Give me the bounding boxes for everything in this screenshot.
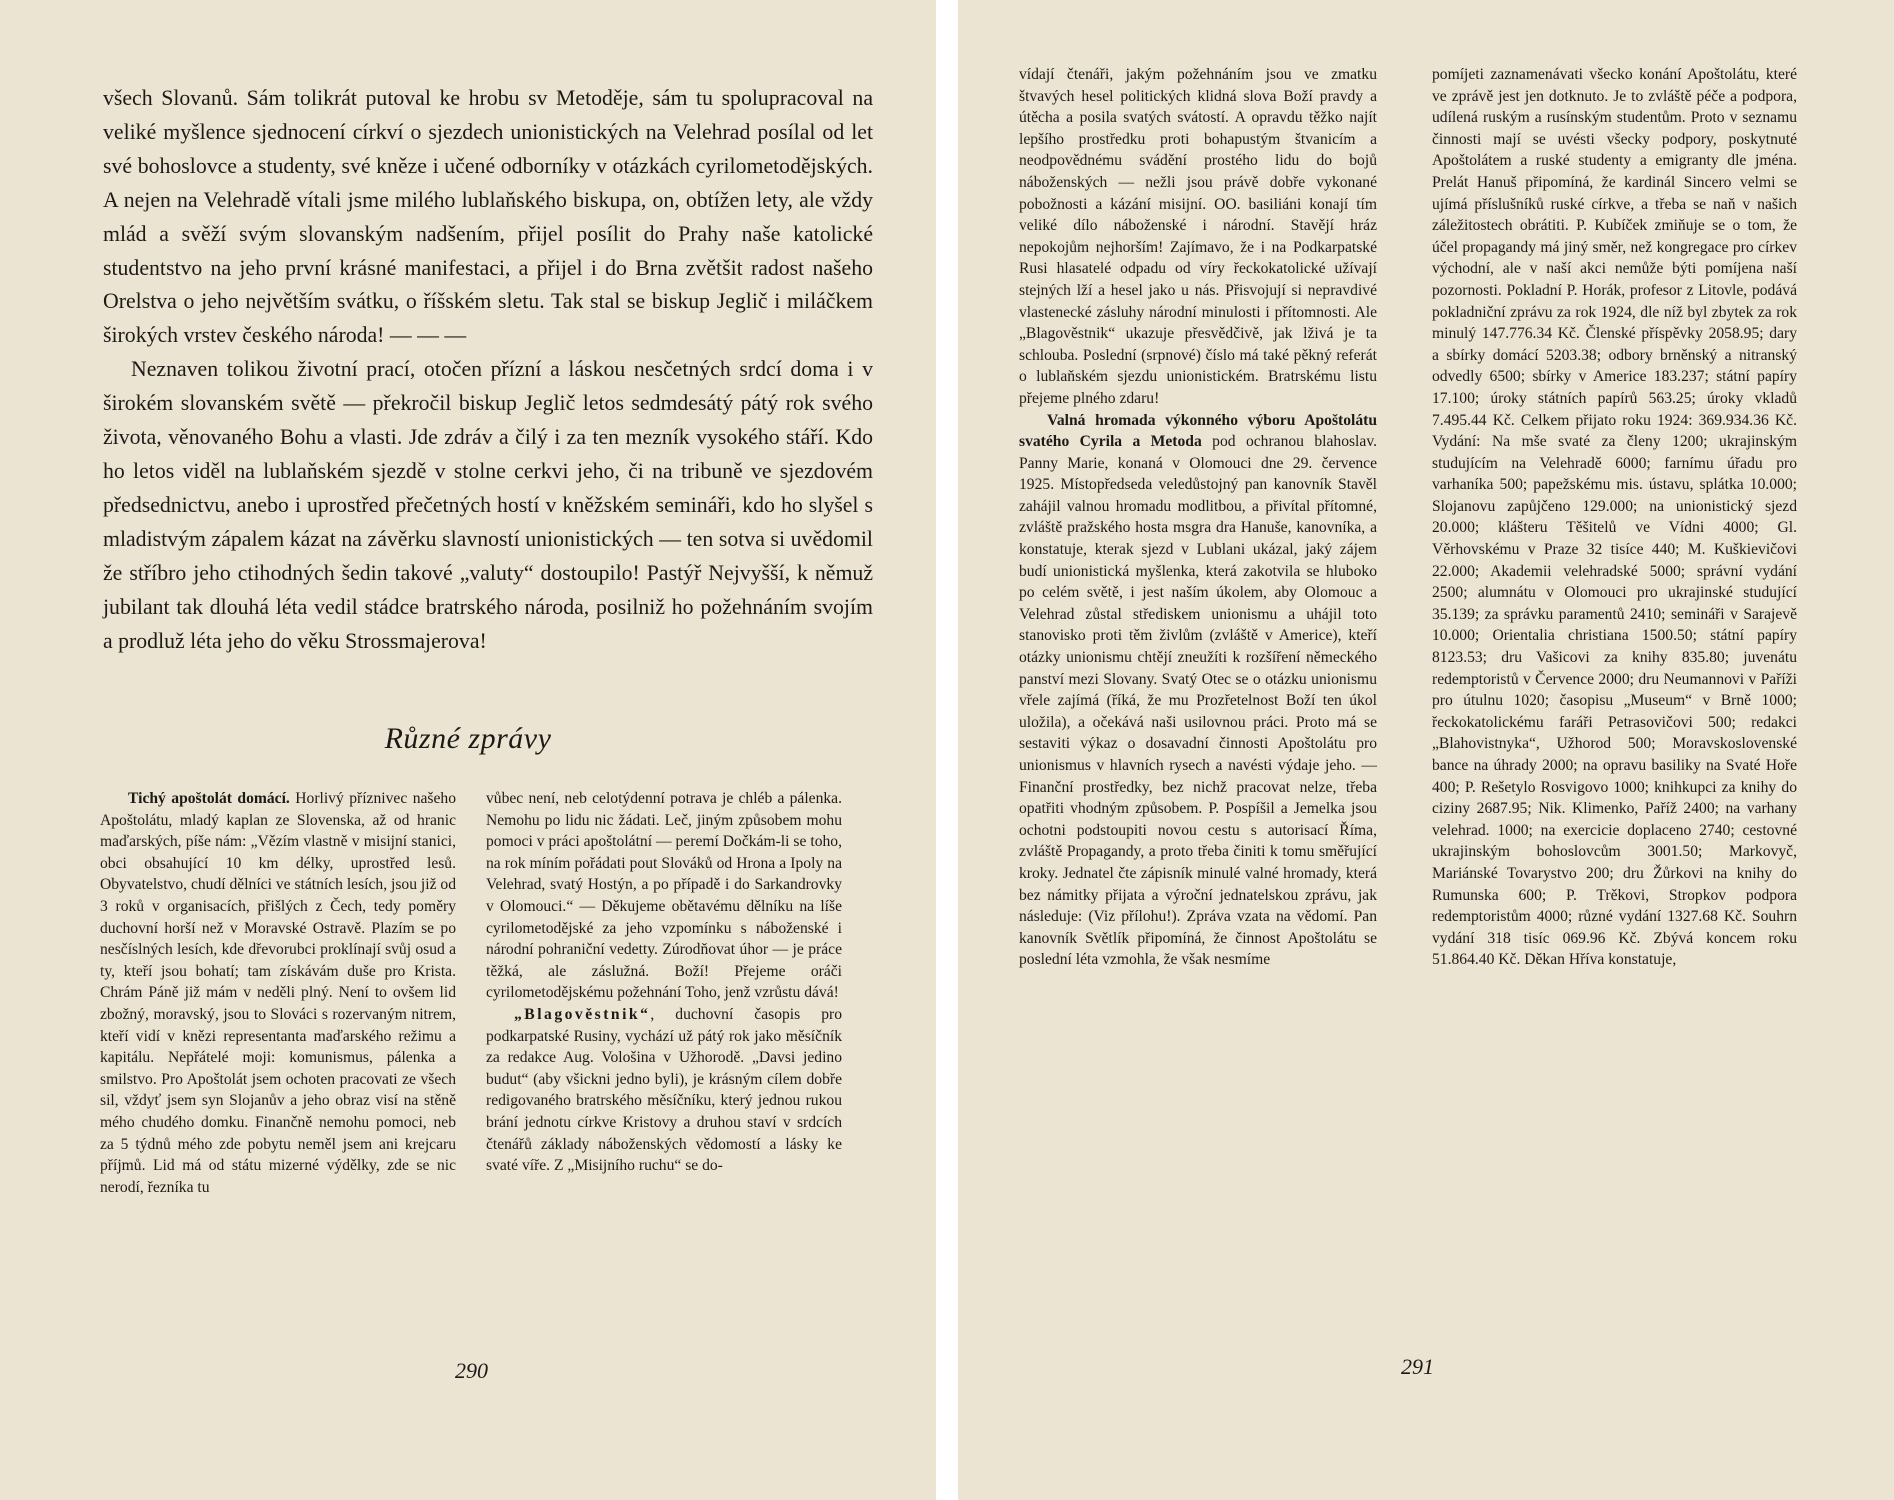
news-item-continuation: vůbec není, neb celotýdenní potrava je chléb a pálenka. Nemohu po lidu nic žádati. Leč, jiným způsobem mohu pomoci v práci apoštolátní — peremí Dočkám-li se toho, na rok míním pořádati pout Slováků od Hrona a Ipoly na Velehrad, svatý Hostýn, a po případě i do Sarkandrovky v Olomouci.“ — Děkujeme obětavému dělníku na líše cyrilometodějské za jeho vzpomínku s náboženské i národní pohraniční vedetty. Zúrodňovat úhor — je práce těžká, ale záslužná. Boží! Přejeme oráči cyrilometodějskému požehnání Toho, jenž vzrůstu dává! [486, 790, 842, 1002]
news-item-continuation: vídají čtenáři, jakým požehnáním jsou ve zmatku štvavých hesel politických klidná slova Boží pravdy a útěcha a posila svatých svátostí. A opravdu těžko najít lepšího prostředku proti bohapustým štvanicím a neodpovědnému svádění prostého lidu do bojů náboženských — nežli jsou právě dobře vykonané pobožnosti a kázání misijní. OO. basiliáni konají tím veliké dílo náboženské i národní. Stavějí hráz nepokojům nejhorším! Zajímavo, že i na Podkarpatské Rusi hlasatelé odpadu od víry řeckokatolické užívají stejných lží a hesel jako u nás. Přisvojují si nepravdivé vlastenecké zásluhy národní minulosti i přítomnosti. Ale „Blagověstnik“ ukazuje přesvědčivě, jak lživá je ta schlouba. Poslední (srpnové) číslo má také pěkný referát o lublaňském sjezdu unionistickém. Bratrskému listu přejeme plného zdaru! [1019, 66, 1377, 407]
news-item-lead: „Blagověstnik“ [514, 1005, 651, 1023]
right-column-1 [1019, 64, 1377, 971]
news-item-continuation: pomíjeti zaznamenávati všecko konání Apoštolátu, které ve zprávě jest jen dotknuto. Je to zvláště péče a podpora, udílená ruským a rusínským studentům. Proto v seznamu činnosti mají se uvésti všecky podpory, poskytnuté Apoštolátem a ruské studenty a emigranty dle jména. Prelát Hanuš připomíná, že kardinál Sincero velmi se ujímá příslušníků ruské církve, a třeba se naň v našich záležitostech obrátiti. P. Kubíček zmiňuje se o tom, že účel propagandy má jiný směr, než kongregace pro církev východní, ale v naší akci nemůže býti pomíjena naší pozornosti. Pokladní P. Horák, profesor z Litovle, podává pokladniční zprávu za rok 1924, dle níž byl zbytek za rok minulý 147.776.34 Kč. Členské příspěvky 2058.95; dary a sbírky domácí 5203.38; odbory brněnský a nitranský odvedly 6500; sbírky v Americe 183.237; státní papíry 17.100; úroky státních papírů 563.25; úroky vkladů 7.495.44 Kč. Celkem přijato roku 1924: 369.934.36 Kč. Vydání: Na mše svaté za členy 1200; ukrajinským studujícím na Velehradě 6000; farnímu úřadu pro varhaníka 500; papežskému mis. ústavu, splátka 10.000; Slojanovu zapůjčeno 129.000; na unionistický sjezd 20.000; klášteru Těšitelů ve Vídni 4000; Gl. Věrhovskému v Praze 32 tisíce 440; M. Kuškievičovi 22.000; Akademii velehradské 5000; správní vydání 2500; alumnátu v Olomouci pro ukrajinské studující 35.139; za správku paramentů 2410; semináři v Sarajevě 10.000; Orientalia christiana 1500.50; státní papíry 8123.53; dru Vašicovi za knihy 835.80; juvenátu redemptoristů v Července 2000; dru Neumannovi v Paříži pro útulnu 1020; časopisu „Museum“ v Brně 1000; řeckokatolickému faráři Petrasovičovi 500; redakci „Blahovistnyka“, Užhorod 500; Moravskoslovenské bance na úhrady 2000; na opravu basiliky na Svaté Hoře 400; P. Rešetylo Rosvigovo 1000; knihkupci za knihy do ciziny 2687.95; Nik. Klimenko, Paříž 2400; na varhany velehrad. 1000; na exercicie doplaceno 2740; cestovné ukrajinským bohoslovcům 3001.50; Markovyč, Mariánské Tovarystvo 200; dru Žůrkovi na knihy do Rumunska 600; P. Trěkovi, Stropkov podpora redemptoristům 4000; různé vydání 1327.68 Kč. Souhrn vydání 318 tisíc 069.96 Kč. Zbývá koncem roku 51.864.40 Kč. Děkan Hříva konstatuje, [1432, 66, 1797, 969]
news-item-tichy-apostolat [100, 788, 456, 1198]
news-item-text: pod ochranou blahoslav. Panny Marie, konaná v Olomouci dne 29. července 1925. Místopředseda veledůstojný pan kanovník Stavěl zahájil valnou hromadu modlitbou, a přivítal přítomné, zvláště pražského hosta msgra dra Hanuše, kanovníka, a konstatuje, kterak sjezd v Lublani ukázal, jaký zájem budí unionistická myšlenka, která zakotvila se hluboko po celém světě, i jest naším úkolem, aby Olomouc a Velehrad zůstal střediskem unionismu a uhájil toto stanovisko proti těm živlům (zvláště v Americe), kteří otázky unionismu chtějí zneužíti k rozšíření německého panství mezi Slovany. Svatý Otec se o otázku unionismu vřele zajímá (říká, že mu Prozřetelnost Boží ten úkol uložila), a očekává naši usilovnou práci. Proto má se sestaviti výkaz o dosavadní činnosti Apoštolátu pro unionismus v hlavních rysech a navésti výdaje jeho. — Finanční prostředky, bez nichž pracovat nelze, třeba opatřiti vhodným způsobem. P. Pospíšil a Jemelka jsou ochotni podstoupiti novou cestu s autorisací Říma, zvláště Propagandy, a proto třeba činiti k tomu směřující kroky. Jednatel čte zápisník minulé valné hromady, která bez námitky přijata a výroční jednatelskou zprávu, jak následuje: (Viz přílohu!). Zpráva vzata na vědomí. Pan kanovník Světlík připomíná, že činnost Apoštolátu se poslední léta vzmohla, že však nesmíme [1019, 433, 1377, 969]
news-item-blagovestnik [486, 1004, 842, 1177]
news-item-text: , duchovní časopis pro podkarpatské Rusiny, vychází už pátý rok jako měsíčník za redakce Aug. Vološina v Užhorodě. „Davsi jedino budut“ (aby všickni jedno byli), je krásným cílem dobře redigovaného bratrského měsíčníku, který jednou rukou brání jednotu církve Kristovy a druhou staví v srdcích čtenářů základy náboženských vědomostí a lásky ke svaté víře. Z „Misijního ruchu“ se do- [486, 1005, 842, 1175]
page-number-right: 291 [1401, 1354, 1434, 1379]
right-column-2 [1432, 64, 1797, 971]
intro-paragraph-2: Neznaven tolikou životní prací, otočen přízní a láskou nesčetných srdcí doma i v širokém slovanském světě — překročil biskup Jeglič letos sedmdesátý pátý rok svého života, věnovaného Bohu a vlasti. Jde zdráv a čilý i za ten mezník vysokého stáří. Kdo ho letos viděl na lublaňském sjezdě v stolne cerkvi jeho, či na tribuně ve sjezdovém předsednictvu, anebo i uprostřed přečetných hostí v kněžském semináři, kdo ho slyšel s mladistvým zápalem kázat na závěrku slavností unionistických — ten sotva si uvědomil že stříbro jeho ctihodných šedin takové „valuty“ dostoupilo! Pastýř Nejvyšší, k němuž jubilant tak dlouhá léta vedil stádce bratrského národa, posilniž ho požehnáním svojím a prodluž léta jeho do věku Strossmajerova! [103, 357, 873, 653]
intro-text [103, 82, 873, 658]
section-title: Různé zprávy [384, 722, 552, 755]
news-item-lead: Tichý apoštolát domácí. [128, 790, 290, 807]
news-item-text: Horlivý příznivec našeho Apoštolátu, mladý kaplan ze Slovenska, až od hranic maďarských, píše nám: „Vězím vlastně v misijní stanici, obci obsahující 10 km délky, uprostřed lesů. Obyvatelstvo, chudí dělníci ve státních lesích, jsou již od 3 roků v organisacích, přišlých z Čech, tedy poměry duchovní horší než v Moravské Ostravě. Plazím se po nesčíslných lesích, kde dřevorubci proklínají svůj osud a ty, kteří jsou bohatí; tam získávám duše pro Krista. Chrám Páně již mám v neděli plný. Není to ovšem lid zbožný, moravský, jsou to Slováci s rozervaným nitrem, kteří vidí v knězi representanta maďarského režimu a kapitálu. Nepřátelé moji: komunismus, pálenka a smilstvo. Pro Apoštolát jsem ochoten pracovati ze všech sil, vždyť jsem syn Slojanův a jeho obraz visí na stěně mého chudého domku. Finančně nemohu pomoci, neb za 5 týdnů mého zde pobytu neměl jsem ani krejcaru příjmů. Lid má od státu mizerné výdělky, zde se nic nerodí, řezníka tu [100, 790, 456, 1196]
intro-paragraph-1: všech Slovanů. Sám tolikrát putoval ke hrobu sv Metoděje, sám tu spolupracoval na veliké myšlence sjednocení církví o sjezdech unionistických na Velehrad posílal od let své bohoslovce a studenty, své kněze i učené odborníky v otázkách cyrilometodějských. A nejen na Velehradě vítali jsme milého lublaňského biskupa, on, obtížen lety, ale vždy mlád a svěží svým slovanským nadšením, přijel posílit do Prahy naše katolické studentstvo na jeho první krásné manifestaci, a přijel i do Brna zvětšit radost našeho Orelstva o jeho největším svátku, o říšském sletu. Tak stal se biskup Jeglič i miláčkem širokých vrstev českého národa! — — — [103, 86, 873, 348]
left-page [0, 0, 936, 1500]
news-item-valna-hromada [1019, 410, 1377, 971]
news-item-lead: Valná hromada výkonného výboru Apoštolátu svatého Cyrila a Metoda [1019, 411, 1377, 451]
right-page [958, 0, 1894, 1500]
page-number-left: 290 [455, 1358, 488, 1383]
book-gutter [936, 0, 958, 1500]
left-column-1 [100, 788, 456, 1198]
left-column-2 [486, 788, 842, 1177]
